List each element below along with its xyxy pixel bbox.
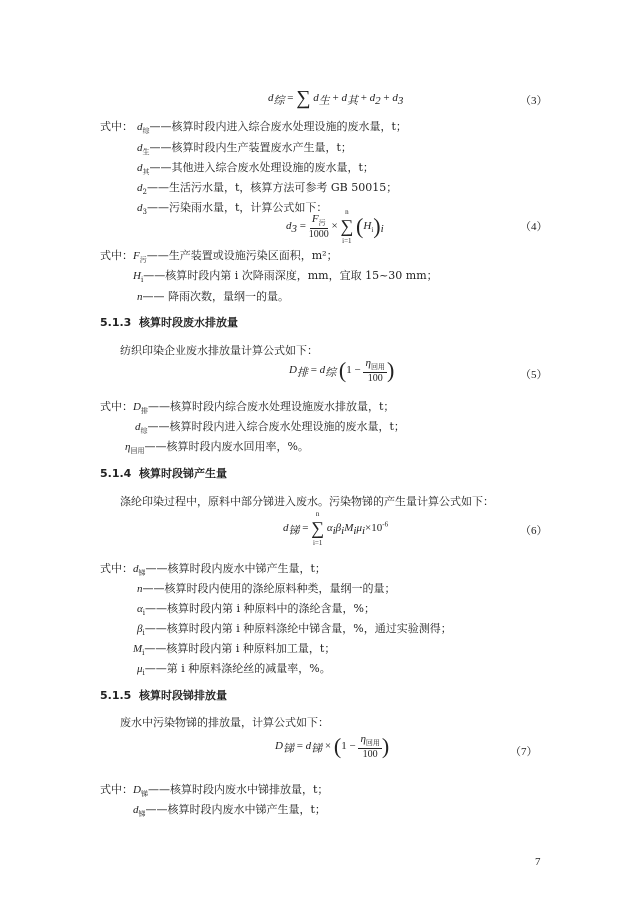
section-5-1-4-heading: 5.1.4 核算时段锑产生量 <box>100 467 227 480</box>
def-beta-i: $\beta_i——$核算时段内第 i 种原料涤纶中锑含量，%，通过实验测得； <box>137 622 452 638</box>
equation-4-number: （4） <box>520 221 548 233</box>
def-d-sheng: $d_生——$核算时段内生产装置废水产生量，t； <box>137 141 352 157</box>
def-n-rain: n—— 降雨次数，量纲一的量。 <box>137 290 289 303</box>
section-5-1-5-heading: 5.1.5 核算时段锑排放量 <box>100 689 227 702</box>
equation-6: $d_锑$ = n ∑ i=1 $\alpha_i\beta_iM_i\mu_i\times 10^{-6}$ <box>283 510 389 547</box>
equation-6-number: （6） <box>520 525 548 537</box>
def-F-wu: 式中：$F_污——$生产装置或设施污染区面积，m²； <box>100 249 338 265</box>
equation-5-number: （5） <box>520 369 548 381</box>
def-d-qi: $d_其——$其他进入综合废水处理设施的废水量，t； <box>137 161 374 177</box>
paragraph-5-1-4: 涤纶印染过程中，原料中部分锑进入废水。污染物锑的产生量计算公式如下： <box>120 495 494 508</box>
equation-3: $d_综$ = ∑ $d_生 + d_其 + d_2 + d_3$ <box>268 87 404 109</box>
def-n-types: n——核算时段内使用的涤纶原料种类，量纲一的量； <box>137 582 396 595</box>
equation-5: $D_排 = d_综$ (1 − $\frac{\eta_{回用}}{100}$ ) <box>289 357 395 384</box>
def-H-i: $H_i——$核算时段内第 i 次降雨深度，mm，宜取 15~30 mm； <box>133 269 438 285</box>
def-M-i: $M_i——$核算时段内第 i 种原料加工量，t； <box>133 642 336 658</box>
def-mu-i: $\mu_i——$第 i 种原料涤纶丝的减量率，%。 <box>137 662 331 678</box>
paragraph-5-1-5: 废水中污染物锑的排放量，计算公式如下： <box>120 716 329 729</box>
def-D-pai: 式中：$D_排——$核算时段内综合废水处理设施废水排放量，t； <box>100 400 395 416</box>
def-d-zong-2: $d_综——$核算时段内进入综合废水处理设施的废水量，t； <box>135 420 405 436</box>
equation-4: $d_3$ = $\frac{F_污}{1000}$ × n ∑ i=1 $(H_i)_i$ <box>286 208 384 245</box>
paragraph-5-1-3: 纺织印染企业废水排放量计算公式如下： <box>120 344 318 357</box>
equation-7: $D_锑 = d_锑 \times (1$ − $\frac{\eta_{回用}}{100}$ ) <box>275 733 390 760</box>
def-D-ti: 式中：$D_锑——$核算时段内废水中锑排放量，t； <box>100 783 329 799</box>
def-d-ti-2: $d_锑——$核算时段内废水中锑产生量，t； <box>133 803 326 819</box>
def-d-2: $d_2——$生活污水量，t，核算方法可参考 GB 50015； <box>137 181 398 197</box>
shizhong-label: 式中： <box>100 120 133 133</box>
def-d-ti: 式中：$d_锑——$核算时段内废水中锑产生量，t； <box>100 562 326 578</box>
def-d-3: $d_3——$污染雨水量，t，计算公式如下： <box>137 201 328 217</box>
equation-7-number: （7） <box>510 746 538 758</box>
def-eta-huiyong: $\eta_{回用}——$核算时段内废水回用率，%。 <box>125 440 309 456</box>
def-alpha-i: $\alpha_i——$核算时段内第 i 种原料中的涤纶含量，%； <box>137 602 375 618</box>
page-number: 7 <box>535 856 541 868</box>
equation-3-number: （3） <box>520 95 548 107</box>
section-5-1-3-heading: 5.1.3 核算时段废水排放量 <box>100 316 238 329</box>
def-d-zong: $d_综——$核算时段内进入综合废水处理设施的废水量，t； <box>137 120 407 136</box>
